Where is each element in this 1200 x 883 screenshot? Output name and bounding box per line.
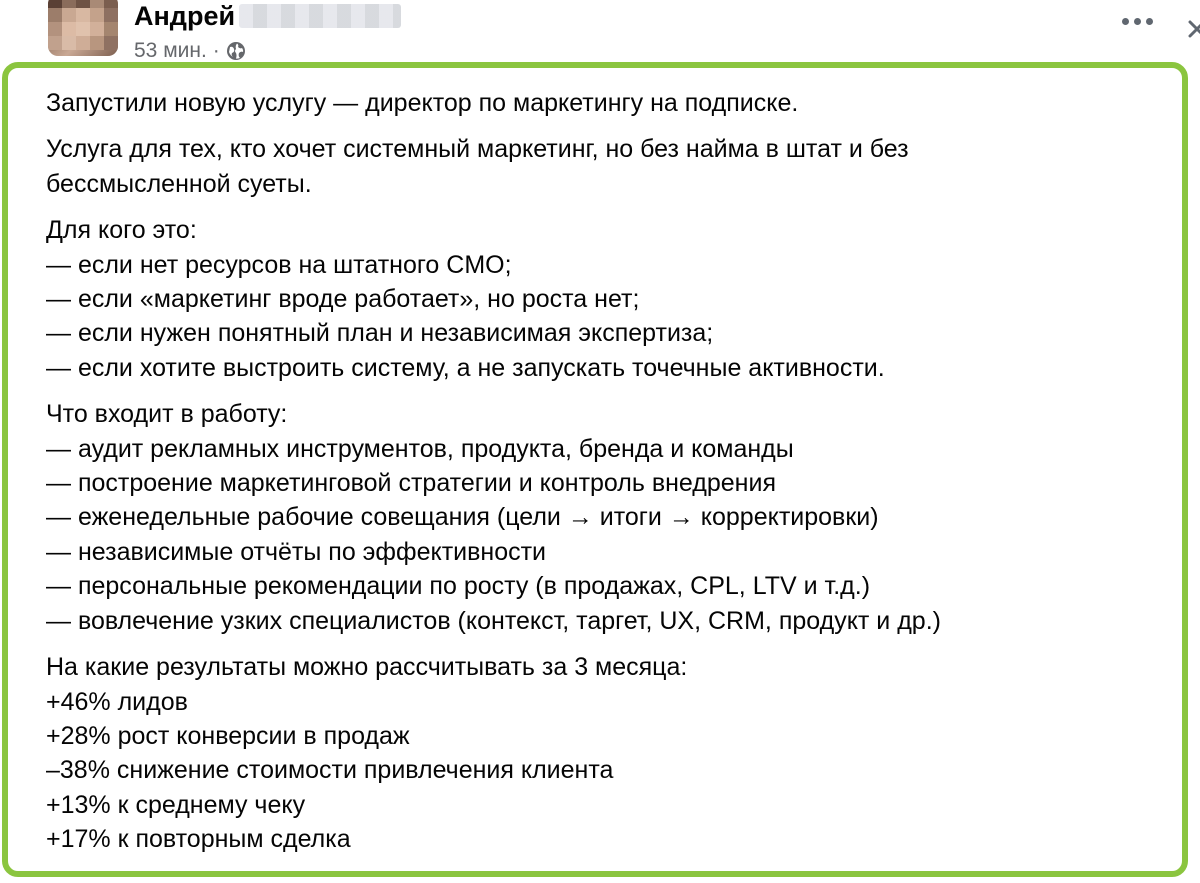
- post-paragraph: [46, 397, 1166, 638]
- post-line: — если нужен понятный план и независимая экспертиза;: [46, 319, 714, 348]
- post-line: — независимые отчёты по эффективности: [46, 537, 547, 566]
- post-line: +46% лидов: [46, 687, 188, 716]
- post-paragraph: [46, 86, 1166, 120]
- globe-icon: [226, 41, 246, 61]
- post-paragraph: [46, 132, 1166, 201]
- post-line: –38% снижение стоимости привлечения клиента: [46, 756, 614, 785]
- post-meta: [134, 38, 246, 64]
- post-line: — еженедельные рабочие совещания (цели → итоги → корректировки): [46, 503, 879, 532]
- author-last-name-blurred: [239, 4, 401, 28]
- meta-separator: ·: [212, 39, 220, 62]
- post-line: Что входит в работу:: [46, 400, 288, 429]
- more-options-icon[interactable]: [1122, 18, 1153, 25]
- post-line: — вовлечение узких специалистов (контекст, таргет, UX, CRM, продукт и др.): [46, 606, 941, 635]
- author-name[interactable]: [134, 0, 401, 32]
- post-line: Для кого это:: [46, 216, 197, 245]
- post-line: +13% к среднему чеку: [46, 790, 306, 819]
- post-line: На какие результаты можно рассчитывать за 3 месяца:: [46, 653, 688, 682]
- post-time[interactable]: 53 мин.: [134, 39, 207, 62]
- post-body: [46, 86, 1166, 869]
- post-paragraph: [46, 650, 1166, 856]
- post-line: — если хотите выстроить систему, а не запускать точечные активности.: [46, 353, 885, 382]
- post-paragraph: [46, 213, 1166, 385]
- post-line: бессмысленной суеты.: [46, 169, 312, 198]
- post-line: +28% рост конверсии в продаж: [46, 721, 410, 750]
- author-first-name[interactable]: Андрей: [134, 1, 236, 31]
- post-line: +17% к повторным сделка: [46, 825, 351, 854]
- post-line: — аудит рекламных инструментов, продукта, бренда и команды: [46, 434, 794, 463]
- post-line: — если «маркетинг вроде работает», но роста нет;: [46, 285, 640, 314]
- post-line: — если нет ресурсов на штатного CMO;: [46, 250, 512, 279]
- close-icon[interactable]: [1184, 16, 1200, 42]
- post-line: Запустили новую услугу — директор по маркетингу на подписке.: [46, 89, 799, 117]
- post-line: Услуга для тех, кто хочет системный маркетинг, но без найма в штат и без: [46, 135, 909, 164]
- post-line: — персональные рекомендации по росту (в продажах, CPL, LTV и т.д.): [46, 572, 871, 601]
- avatar[interactable]: [48, 0, 118, 56]
- post-line: — построение маркетинговой стратегии и контроль внедрения: [46, 469, 776, 498]
